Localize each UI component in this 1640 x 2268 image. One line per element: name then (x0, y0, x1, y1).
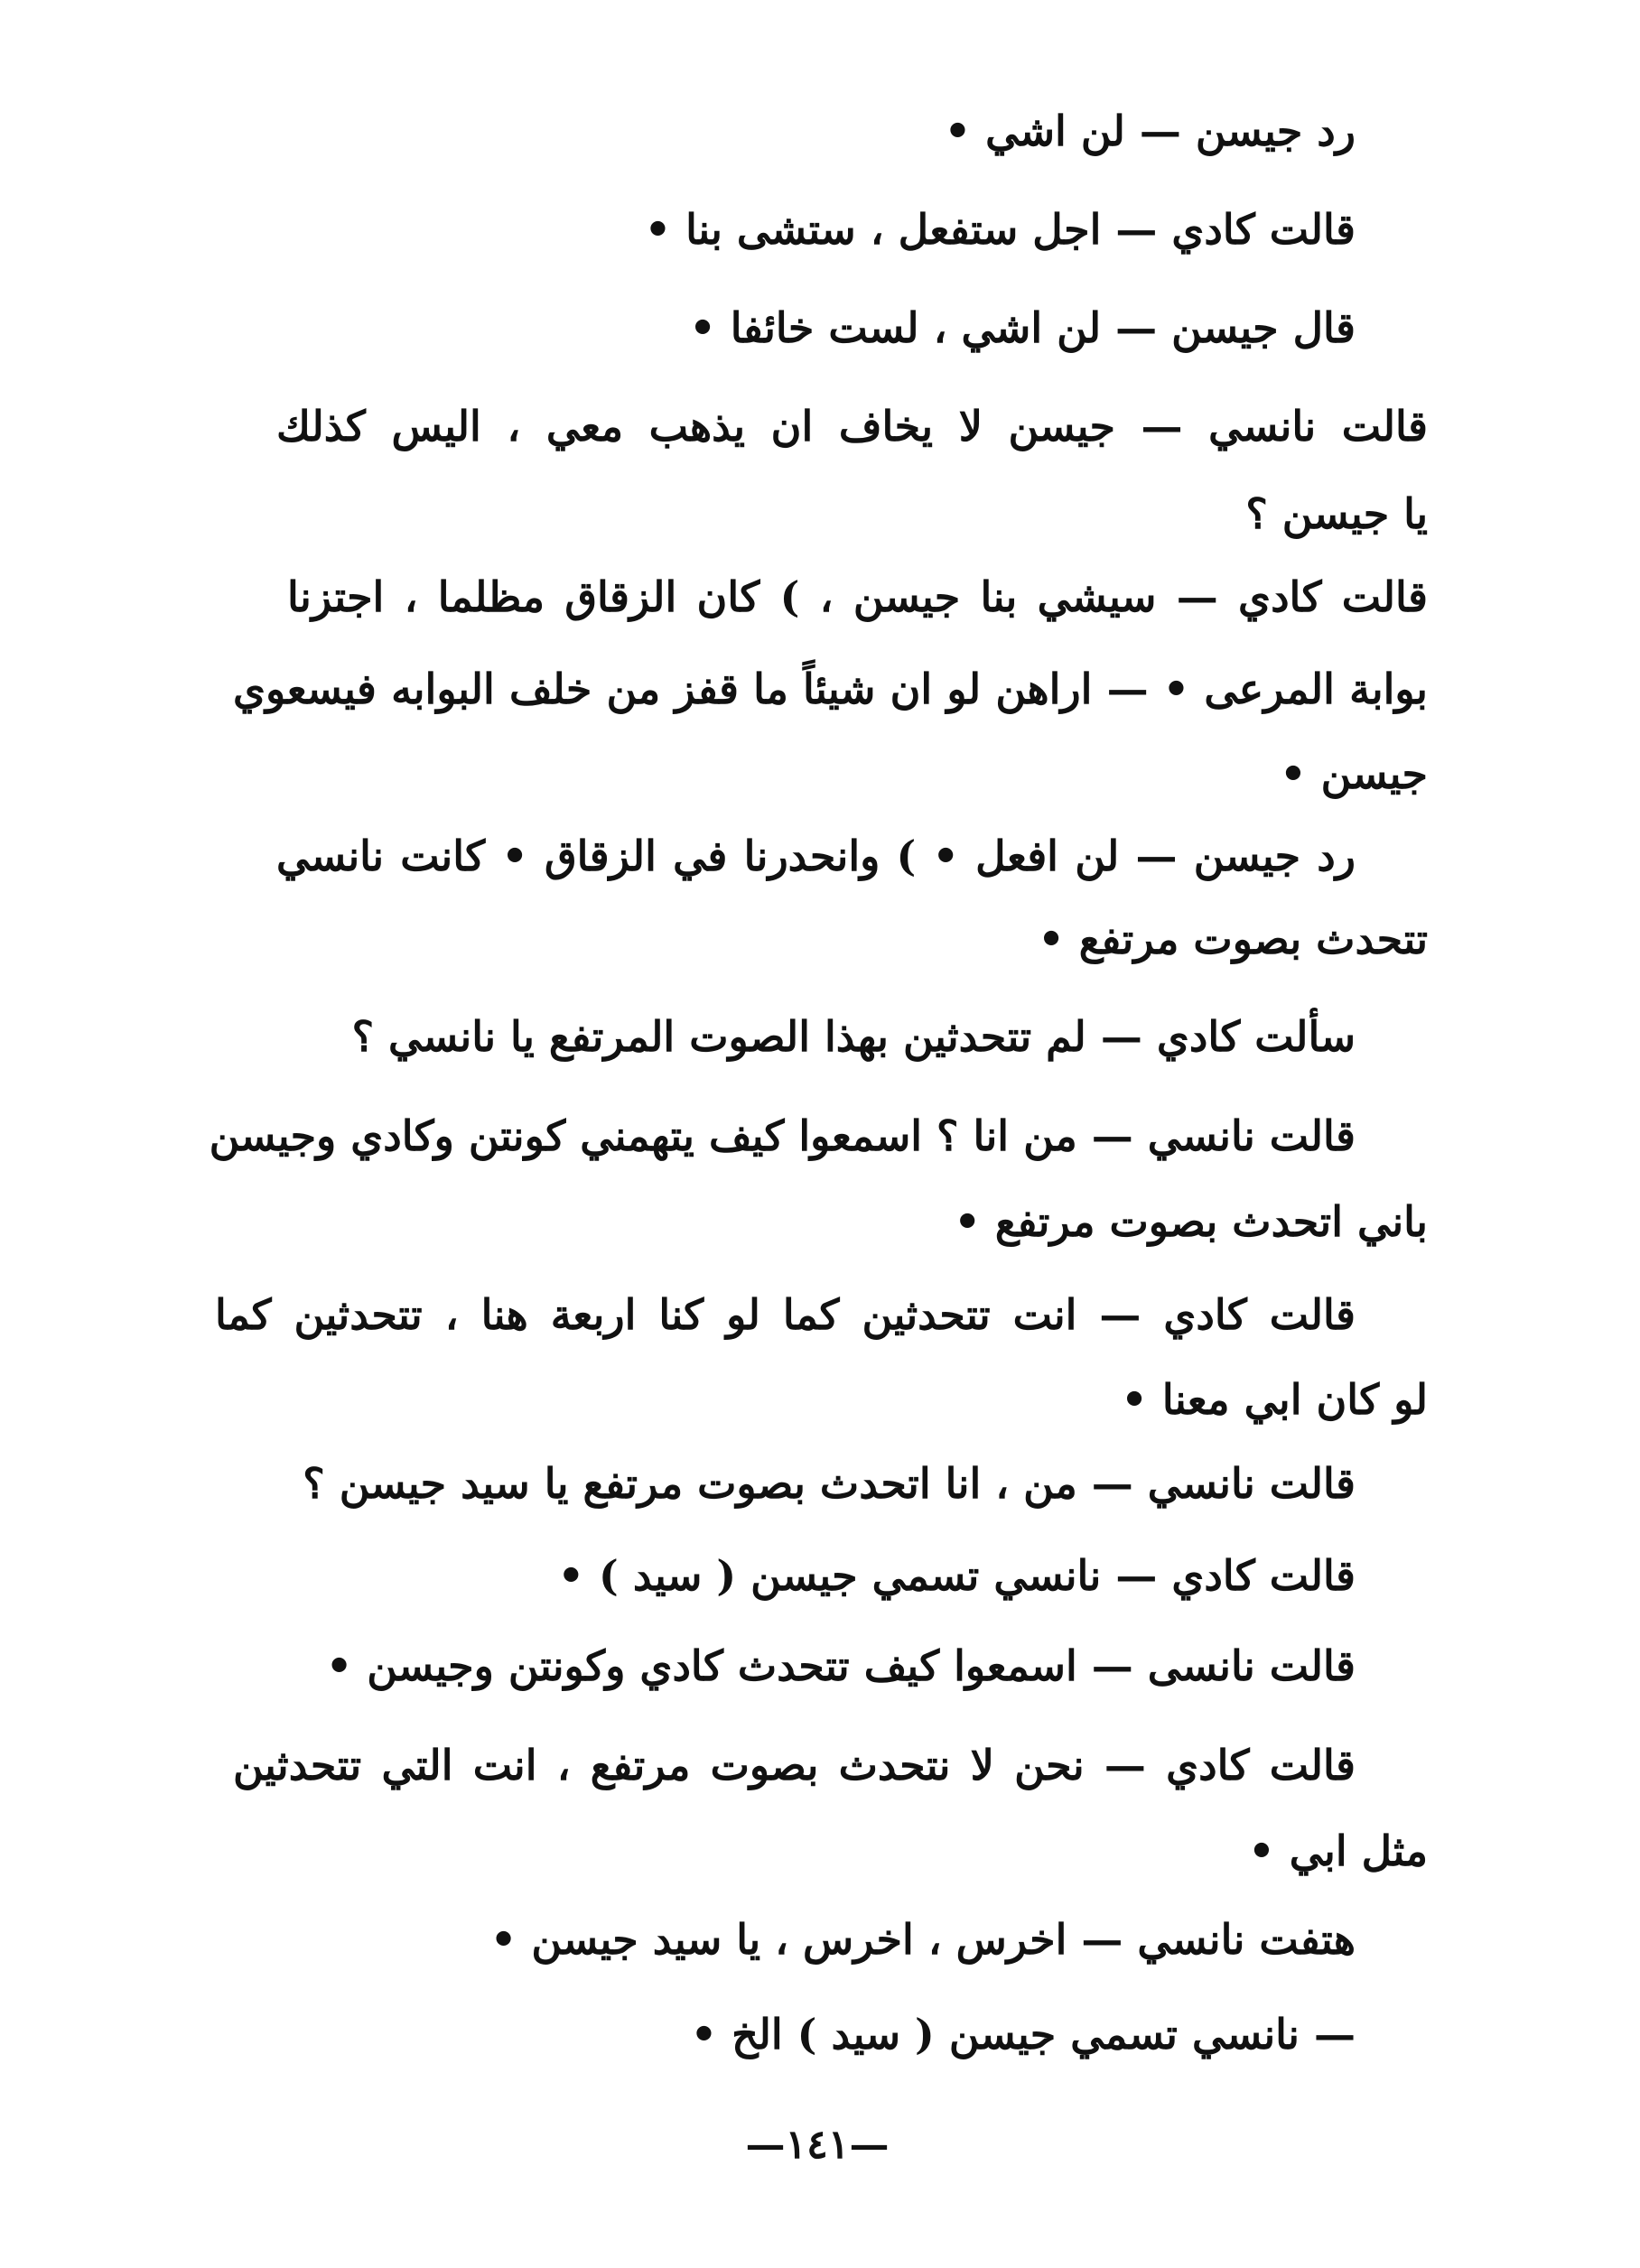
text-line: قالت كادي — نانسي تسمي جيسن ( سيد ) • (557, 1551, 1356, 1600)
text-line: يا جيسن ؟ (1245, 489, 1428, 538)
text-line: سألت كادي — لم تتحدثين بهذا الصوت المرتفع يا نانسي ؟ (351, 1012, 1356, 1061)
text-line: بوابة المرعى • — اراهن لو ان شيئاً ما قفز من خلف البوابه فيسعوي (233, 665, 1428, 713)
text-line: قالت كادي — نحن لا نتحدث بصوت مرتفع ، انت التي تتحدثين (233, 1741, 1356, 1789)
text-line: — نانسي تسمي جيسن ( سيد ) الخ • (690, 2010, 1356, 2059)
text-line: قالت نانسى — اسمعوا كيف تتحدث كادي وكونتن وجيسن • (325, 1641, 1356, 1690)
text-line: قالت نانسي — جيسن لا يخاف ان يذهب معي ، اليس كذلك (276, 402, 1428, 451)
page-number: —١٤١— (745, 2122, 890, 2168)
text-line: قالت نانسي — من انا ؟ اسمعوا كيف يتهمني كونتن وكادي وجيسن (209, 1111, 1356, 1160)
text-line: باني اتحدث بصوت مرتفع • (954, 1197, 1428, 1246)
text-line: قالت كادي — انت تتحدثين كما لو كنا اربعة هنا ، تتحدثين كما (215, 1290, 1356, 1339)
text-line: مثل ابي • (1248, 1826, 1428, 1875)
text-line: لو كان ابي معنا • (1121, 1375, 1428, 1424)
text-line: قالت كادي — سيشي بنا جيسن ، ) كان الزقاق مظلما ، اجتزنا (287, 572, 1428, 621)
text-line: هتفت نانسي — اخرس ، اخرس ، يا سيد جيسن • (489, 1915, 1356, 1964)
text-line: رد جيسن — لن افعل • ) وانحدرنا في الزقاق • كانت نانسي (276, 832, 1356, 880)
text-line: قالت كادي — اجل ستفعل ، ستشى بنا • (644, 205, 1356, 254)
text-line: جيسن • (1280, 749, 1428, 798)
text-line: رد جيسن — لن اشي • (944, 107, 1356, 155)
text-line: تتحدث بصوت مرتفع • (1038, 915, 1428, 963)
text-line: قال جيسن — لن اشي ، لست خائفا • (689, 303, 1356, 352)
text-line: قالت نانسي — من ، انا اتحدث بصوت مرتفع يا سيد جيسن ؟ (303, 1459, 1356, 1508)
